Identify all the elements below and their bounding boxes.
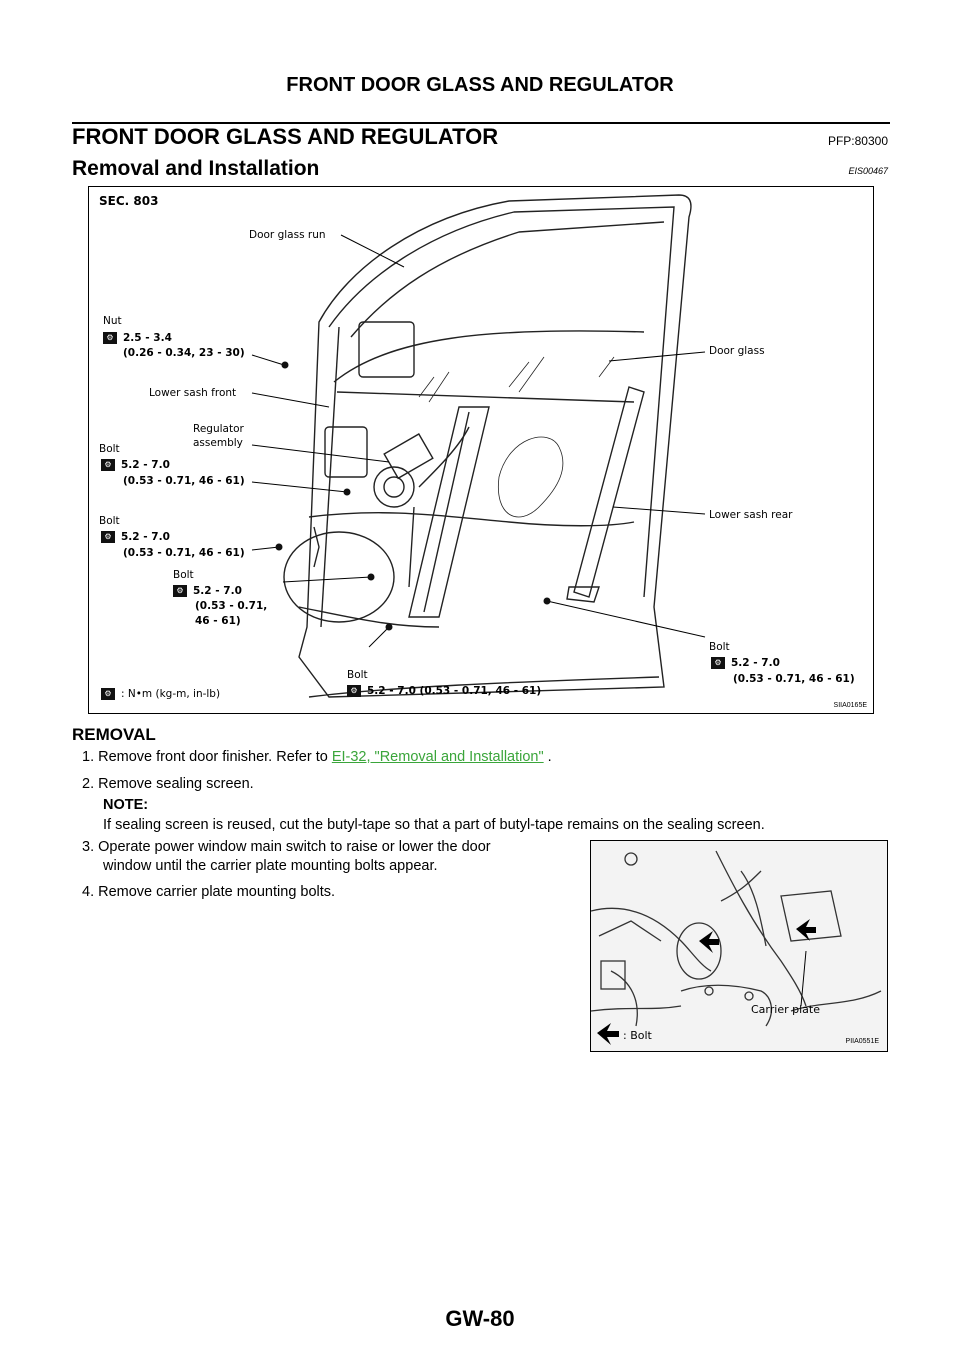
label-nut: Nut	[103, 315, 122, 327]
label-bolt-1-torque-detail: (0.53 - 0.71, 46 - 61)	[123, 475, 245, 487]
section-title: FRONT DOOR GLASS AND REGULATOR	[72, 124, 499, 149]
label-bolt-4-torque: ⚙ 5.2 - 7.0 (0.53 - 0.71, 46 - 61)	[347, 685, 541, 698]
removal-heading: REMOVAL	[72, 725, 156, 744]
step-1: 1. Remove front door finisher. Refer to EI-32, "Removal and Installation" .	[82, 749, 552, 765]
note-heading: NOTE:	[103, 797, 149, 813]
label-door-glass: Door glass	[709, 345, 765, 357]
label-assembly: assembly	[193, 437, 243, 449]
torque-icon: ⚙	[173, 585, 187, 597]
reference-code: EIS00467	[848, 166, 888, 176]
label-nut-torque: ⚙ 2.5 - 3.4	[103, 332, 172, 345]
label-bolt-3: Bolt	[173, 569, 194, 581]
carrier-plate-drawing	[591, 841, 887, 1051]
torque-icon: ⚙	[347, 685, 361, 697]
label-bolt-4: Bolt	[347, 669, 368, 681]
carrier-plate-photo	[590, 840, 888, 1052]
page-number: GW-80	[445, 1306, 515, 1331]
step-4: 4. Remove carrier plate mounting bolts.	[82, 884, 336, 900]
door-drawing	[89, 187, 873, 713]
torque-icon: ⚙	[103, 332, 117, 344]
page-header-title: FRONT DOOR GLASS AND REGULATOR	[286, 74, 674, 96]
label-bolt-2-torque-detail: (0.53 - 0.71, 46 - 61)	[123, 547, 245, 559]
subsection-title: Removal and Installation	[72, 157, 320, 180]
label-bolt-2: Bolt	[99, 515, 120, 527]
door-regulator-diagram	[88, 186, 874, 714]
torque-legend: ⚙ : N•m (kg-m, in-lb)	[101, 688, 220, 701]
label-lower-sash-front: Lower sash front	[149, 387, 237, 399]
label-bolt-1: Bolt	[99, 443, 120, 455]
step-3: 3. Operate power window main switch to raise or lower the door	[82, 839, 491, 855]
part-number: PFP:80300	[827, 134, 888, 148]
label-bolt-3-torque: ⚙ 5.2 - 7.0	[173, 585, 242, 598]
figure-code: SIIA0165E	[833, 702, 867, 709]
label-bolt-2-torque: ⚙ 5.2 - 7.0	[101, 531, 170, 544]
label-door-glass-run: Door glass run	[249, 229, 326, 241]
torque-icon: ⚙	[101, 459, 115, 471]
label-bolt-5-torque-detail: (0.53 - 0.71, 46 - 61)	[733, 673, 855, 685]
torque-icon: ⚙	[711, 657, 725, 669]
label-bolt-5: Bolt	[709, 641, 730, 653]
label-carrier-plate: Carrier plate	[751, 1003, 820, 1016]
figure-2-code: PIIA0551E	[845, 1038, 879, 1045]
section-code: SEC. 803	[99, 194, 159, 208]
torque-icon: ⚙	[101, 688, 115, 700]
bolt-legend: : Bolt	[623, 1029, 652, 1042]
torque-icon: ⚙	[101, 531, 115, 543]
note-text: If sealing screen is reused, cut the butyl-tape so that a part of butyl-tape remains on the sealing screen.	[103, 817, 765, 833]
label-regulator: Regulator	[193, 423, 244, 435]
step-2: 2. Remove sealing screen.	[82, 776, 254, 792]
label-bolt-1-torque: ⚙ 5.2 - 7.0	[101, 459, 170, 472]
label-lower-sash-rear: Lower sash rear	[709, 509, 793, 521]
label-bolt-5-torque: ⚙ 5.2 - 7.0	[711, 657, 780, 670]
label-nut-torque-detail: (0.26 - 0.34, 23 - 30)	[123, 347, 245, 359]
label-bolt-3-torque-detail-2: 46 - 61)	[195, 615, 241, 627]
reference-link[interactable]: EI-32, "Removal and Installation"	[331, 749, 544, 765]
step-3-continued: window until the carrier plate mounting bolts appear.	[103, 858, 438, 874]
label-bolt-3-torque-detail: (0.53 - 0.71,	[195, 600, 268, 612]
